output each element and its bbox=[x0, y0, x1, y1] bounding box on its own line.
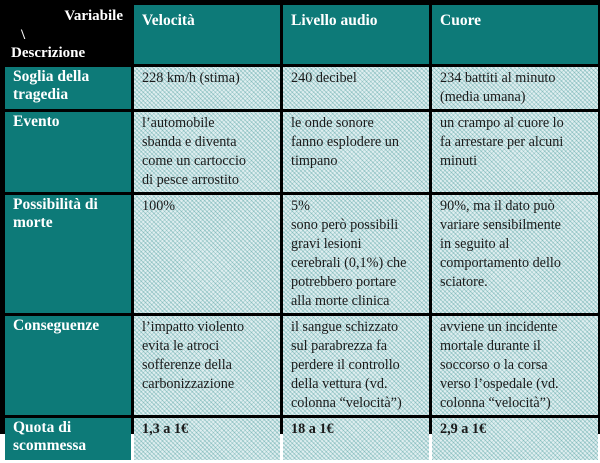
cell-line: alla morte clinica bbox=[291, 293, 390, 309]
cell-line: fa arrestare per alcuni bbox=[440, 134, 564, 150]
cell-evento-velocita bbox=[134, 112, 280, 192]
cell-line: perdere il controllo bbox=[291, 357, 400, 373]
cell-line: 100% bbox=[142, 198, 176, 214]
cell-line: fanno esplodere un bbox=[291, 134, 399, 150]
cell-line: timpano bbox=[291, 153, 338, 169]
row-header-quota bbox=[5, 418, 131, 460]
row-header-line: Soglia della bbox=[13, 68, 90, 85]
cell-quota-audio bbox=[283, 418, 429, 460]
table-row bbox=[5, 316, 598, 415]
cell-soglia-cuore bbox=[432, 67, 598, 109]
table-row bbox=[5, 418, 598, 460]
row-header-line: Evento bbox=[13, 113, 60, 130]
row-header-possibilita bbox=[5, 195, 131, 313]
cell-line: 18 a 1€ bbox=[291, 421, 334, 437]
cell-conseguenze-velocita bbox=[134, 316, 280, 415]
cell-conseguenze-cuore bbox=[432, 316, 598, 415]
cell-line: minuti bbox=[440, 153, 478, 169]
cell-conseguenze-audio bbox=[283, 316, 429, 415]
row-header-line: morte bbox=[13, 214, 53, 231]
cell-line: sciatore. bbox=[440, 274, 488, 290]
row-header-line: tragedia bbox=[13, 86, 69, 103]
cell-line: sono però possibili bbox=[291, 217, 399, 233]
cell-line: carbonizzazione bbox=[142, 376, 235, 392]
table-row bbox=[5, 112, 598, 192]
cell-line: 2,9 a 1€ bbox=[440, 421, 487, 437]
cell-line: mortale durante il bbox=[440, 338, 541, 354]
column-header-velocita: Velocità bbox=[134, 5, 280, 64]
cell-line: avviene un incidente bbox=[440, 319, 558, 335]
cell-line: 240 decibel bbox=[291, 70, 357, 86]
column-header-cuore: Cuore bbox=[432, 5, 598, 64]
cell-line: verso l’ospedale (vd. bbox=[440, 376, 559, 392]
cell-evento-audio bbox=[283, 112, 429, 192]
cell-line: potrebbero portare bbox=[291, 274, 397, 290]
header-row bbox=[5, 5, 598, 64]
cell-line: 1,3 a 1€ bbox=[142, 421, 189, 437]
cell-line: come un cartoccio bbox=[142, 153, 246, 169]
cell-line: comportamento dello bbox=[440, 255, 561, 271]
cell-line: gravi lesioni bbox=[291, 236, 362, 252]
row-header-evento bbox=[5, 112, 131, 192]
cell-line: soccorso o la corsa bbox=[440, 357, 548, 373]
corner-variabile: Variabile bbox=[64, 8, 123, 24]
cell-line: variare sensibilmente bbox=[440, 217, 561, 233]
cell-line: di pesce arrostito bbox=[142, 172, 239, 188]
row-header-line: Quota di bbox=[13, 419, 72, 436]
cell-line: le onde sonore bbox=[291, 115, 374, 131]
cell-line: 5% bbox=[291, 198, 310, 214]
table-row bbox=[5, 195, 598, 313]
cell-line: evita le atroci bbox=[142, 338, 220, 354]
cell-line: 234 battiti al minuto bbox=[440, 70, 556, 86]
cell-evento-cuore bbox=[432, 112, 598, 192]
cell-quota-cuore bbox=[432, 418, 598, 460]
cell-soglia-velocita bbox=[134, 67, 280, 109]
data-table bbox=[2, 2, 600, 463]
corner-descrizione: Descrizione bbox=[11, 45, 86, 61]
cell-line: l’automobile bbox=[142, 115, 215, 131]
cell-line: sofferenze della bbox=[142, 357, 232, 373]
row-header-line: scommessa bbox=[13, 437, 87, 454]
cell-possibilita-velocita bbox=[134, 195, 280, 313]
corner-slash: \ bbox=[21, 27, 26, 43]
cell-line: sul parabrezza fa bbox=[291, 338, 388, 354]
cell-line: 228 km/h (stima) bbox=[142, 70, 240, 86]
cell-line: l’impatto violento bbox=[142, 319, 245, 335]
cell-line: cerebrali (0,1%) che bbox=[291, 255, 407, 271]
cell-line: della vettura (vd. bbox=[291, 376, 388, 392]
row-header-conseguenze bbox=[5, 316, 131, 415]
cell-soglia-audio bbox=[283, 67, 429, 109]
cell-line: colonna “velocità”) bbox=[291, 395, 402, 411]
cell-line: sbanda e diventa bbox=[142, 134, 237, 150]
cell-line: il sangue schizzato bbox=[291, 319, 399, 335]
row-header-soglia bbox=[5, 67, 131, 109]
row-header-line: Possibilità di bbox=[13, 196, 98, 213]
cell-possibilita-cuore bbox=[432, 195, 598, 313]
cell-line: 90%, ma il dato può bbox=[440, 198, 555, 214]
cell-possibilita-audio bbox=[283, 195, 429, 313]
cell-line: un crampo al cuore lo bbox=[440, 115, 564, 131]
column-header-livello-audio: Livello audio bbox=[283, 5, 429, 64]
cell-line: (media umana) bbox=[440, 89, 526, 105]
cell-line: in seguito al bbox=[440, 236, 510, 252]
row-header-line: Conseguenze bbox=[13, 317, 100, 334]
cell-line: colonna “velocità”) bbox=[440, 395, 551, 411]
corner-header bbox=[5, 5, 131, 64]
cell-quota-velocita bbox=[134, 418, 280, 460]
table-row bbox=[5, 67, 598, 109]
